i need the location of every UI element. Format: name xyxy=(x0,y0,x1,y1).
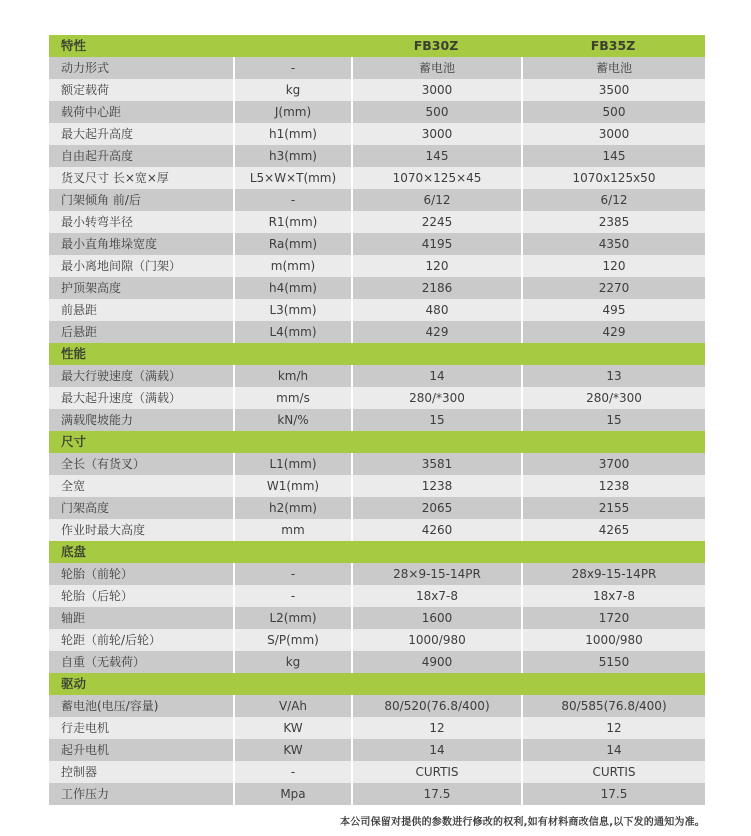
table-row xyxy=(49,409,705,431)
spec-unit: S/P(mm) xyxy=(235,629,351,651)
spec-unit: - xyxy=(235,57,351,79)
spec-label: 后悬距 xyxy=(49,321,233,343)
spec-label: 自重（无载荷） xyxy=(49,651,233,673)
spec-unit: L4(mm) xyxy=(235,321,351,343)
table-row xyxy=(49,101,705,123)
spec-value-fb30z: 480 xyxy=(353,299,521,321)
spec-value-fb35z: 5150 xyxy=(523,651,705,673)
spec-value-fb35z: 80/585(76.8/400) xyxy=(523,695,705,717)
spec-value-fb30z: 2065 xyxy=(353,497,521,519)
spec-value-fb35z: CURTIS xyxy=(523,761,705,783)
spec-unit: kg xyxy=(235,651,351,673)
spec-unit: Mpa xyxy=(235,783,351,805)
table-row xyxy=(49,365,705,387)
table-row xyxy=(49,761,705,783)
spec-unit: L1(mm) xyxy=(235,453,351,475)
section-header: 底盘 xyxy=(49,541,705,563)
spec-value-fb30z: 145 xyxy=(353,145,521,167)
spec-label: 轮距（前轮/后轮） xyxy=(49,629,233,651)
table-row xyxy=(49,145,705,167)
table-row xyxy=(49,211,705,233)
spec-value-fb30z: 17.5 xyxy=(353,783,521,805)
spec-unit: V/Ah xyxy=(235,695,351,717)
spec-label: 行走电机 xyxy=(49,717,233,739)
spec-label: 载荷中心距 xyxy=(49,101,233,123)
table-row xyxy=(49,321,705,343)
spec-value-fb35z: 280/*300 xyxy=(523,387,705,409)
spec-value-fb30z: 80/520(76.8/400) xyxy=(353,695,521,717)
spec-value-fb30z: 18x7-8 xyxy=(353,585,521,607)
spec-value-fb35z: 1000/980 xyxy=(523,629,705,651)
spec-unit: h3(mm) xyxy=(235,145,351,167)
spec-value-fb35z: 2155 xyxy=(523,497,705,519)
spec-value-fb30z: 120 xyxy=(353,255,521,277)
spec-value-fb35z: 3500 xyxy=(523,79,705,101)
spec-value-fb35z: 1070x125x50 xyxy=(523,167,705,189)
spec-value-fb35z: 429 xyxy=(523,321,705,343)
spec-label: 货叉尺寸 长×宽×厚 xyxy=(49,167,233,189)
spec-label: 最大起升高度 xyxy=(49,123,233,145)
spec-value-fb30z: 1000/980 xyxy=(353,629,521,651)
spec-label: 动力形式 xyxy=(49,57,233,79)
spec-unit: km/h xyxy=(235,365,351,387)
table-row xyxy=(49,717,705,739)
table-row xyxy=(49,387,705,409)
section-header: 性能 xyxy=(49,343,705,365)
spec-value-fb30z: 4900 xyxy=(353,651,521,673)
spec-value-fb30z: 1600 xyxy=(353,607,521,629)
spec-value-fb35z: 1720 xyxy=(523,607,705,629)
spec-value-fb35z: 18x7-8 xyxy=(523,585,705,607)
spec-label: 最小离地间隙（门架） xyxy=(49,255,233,277)
spec-unit: h1(mm) xyxy=(235,123,351,145)
section-header: 尺寸 xyxy=(49,431,705,453)
header-unit-spacer xyxy=(233,35,351,57)
table-row xyxy=(49,57,705,79)
spec-label: 自由起升高度 xyxy=(49,145,233,167)
spec-value-fb35z: 3000 xyxy=(523,123,705,145)
spec-value-fb35z: 4265 xyxy=(523,519,705,541)
spec-value-fb30z: 3000 xyxy=(353,123,521,145)
spec-label: 最大起升速度（满载） xyxy=(49,387,233,409)
spec-value-fb35z: 15 xyxy=(523,409,705,431)
table-row xyxy=(49,277,705,299)
spec-value-fb35z: 13 xyxy=(523,365,705,387)
spec-value-fb35z: 145 xyxy=(523,145,705,167)
spec-label: 轮胎（前轮） xyxy=(49,563,233,585)
spec-label: 蓄电池(电压/容量) xyxy=(49,695,233,717)
spec-value-fb30z: 14 xyxy=(353,365,521,387)
spec-label: 全长（有货叉） xyxy=(49,453,233,475)
spec-value-fb35z: 28x9-15-14PR xyxy=(523,563,705,585)
spec-value-fb35z: 12 xyxy=(523,717,705,739)
spec-label: 控制器 xyxy=(49,761,233,783)
spec-unit: L3(mm) xyxy=(235,299,351,321)
table-row xyxy=(49,519,705,541)
spec-value-fb35z: 120 xyxy=(523,255,705,277)
spec-value-fb30z: 3581 xyxy=(353,453,521,475)
spec-value-fb30z: 3000 xyxy=(353,79,521,101)
spec-value-fb35z: 495 xyxy=(523,299,705,321)
spec-value-fb30z: 4195 xyxy=(353,233,521,255)
table-row xyxy=(49,585,705,607)
table-row xyxy=(49,167,705,189)
table-row xyxy=(49,453,705,475)
spec-unit: - xyxy=(235,585,351,607)
spec-unit: - xyxy=(235,761,351,783)
footer-disclaimer: 本公司保留对提供的参数进行修改的权利,如有材料商改信息,以下发的通知为准。 xyxy=(340,817,705,828)
spec-unit: W1(mm) xyxy=(235,475,351,497)
spec-value-fb30z: 15 xyxy=(353,409,521,431)
spec-label: 工作压力 xyxy=(49,783,233,805)
table-row xyxy=(49,563,705,585)
spec-unit: L5×W×T(mm) xyxy=(235,167,351,189)
table-row xyxy=(49,475,705,497)
spec-value-fb35z: 蓄电池 xyxy=(523,57,705,79)
spec-unit: h2(mm) xyxy=(235,497,351,519)
spec-value-fb30z: 500 xyxy=(353,101,521,123)
table-row xyxy=(49,79,705,101)
table-row xyxy=(49,497,705,519)
spec-value-fb35z: 6/12 xyxy=(523,189,705,211)
spec-value-fb30z: 1238 xyxy=(353,475,521,497)
spec-label: 最小直角堆垛宽度 xyxy=(49,233,233,255)
spec-value-fb30z: 280/*300 xyxy=(353,387,521,409)
header-model-fb35z: FB35Z xyxy=(590,38,636,53)
spec-unit: mm/s xyxy=(235,387,351,409)
spec-label: 轴距 xyxy=(49,607,233,629)
table-row xyxy=(49,255,705,277)
spec-label: 门架倾角 前/后 xyxy=(49,189,233,211)
table-row xyxy=(49,695,705,717)
spec-label: 全宽 xyxy=(49,475,233,497)
spec-value-fb30z: CURTIS xyxy=(353,761,521,783)
spec-value-fb35z: 2385 xyxy=(523,211,705,233)
spec-unit: kN/% xyxy=(235,409,351,431)
spec-value-fb30z: 429 xyxy=(353,321,521,343)
spec-table xyxy=(49,35,705,805)
spec-unit: Ra(mm) xyxy=(235,233,351,255)
spec-label: 起升电机 xyxy=(49,739,233,761)
spec-unit: m(mm) xyxy=(235,255,351,277)
header-feature-label: 特性 xyxy=(61,38,87,53)
table-row xyxy=(49,607,705,629)
spec-unit: L2(mm) xyxy=(235,607,351,629)
spec-value-fb35z: 500 xyxy=(523,101,705,123)
spec-unit: KW xyxy=(235,717,351,739)
spec-value-fb30z: 2245 xyxy=(353,211,521,233)
header-model-fb30z: FB30Z xyxy=(413,38,459,53)
table-row xyxy=(49,123,705,145)
spec-value-fb30z: 28×9-15-14PR xyxy=(353,563,521,585)
spec-value-fb30z: 1070×125×45 xyxy=(353,167,521,189)
spec-label: 额定载荷 xyxy=(49,79,233,101)
table-row xyxy=(49,783,705,805)
spec-label: 前悬距 xyxy=(49,299,233,321)
table-row xyxy=(49,651,705,673)
table-header-row xyxy=(49,35,705,57)
spec-unit: R1(mm) xyxy=(235,211,351,233)
section-header: 驱动 xyxy=(49,673,705,695)
spec-value-fb30z: 蓄电池 xyxy=(353,57,521,79)
spec-value-fb35z: 17.5 xyxy=(523,783,705,805)
spec-unit: J(mm) xyxy=(235,101,351,123)
spec-unit: KW xyxy=(235,739,351,761)
spec-value-fb35z: 4350 xyxy=(523,233,705,255)
table-body xyxy=(49,57,705,805)
spec-value-fb30z: 4260 xyxy=(353,519,521,541)
spec-value-fb35z: 3700 xyxy=(523,453,705,475)
spec-unit: - xyxy=(235,189,351,211)
table-row xyxy=(49,739,705,761)
spec-value-fb35z: 14 xyxy=(523,739,705,761)
spec-label: 门架高度 xyxy=(49,497,233,519)
spec-value-fb35z: 1238 xyxy=(523,475,705,497)
spec-label: 满载爬坡能力 xyxy=(49,409,233,431)
table-row xyxy=(49,299,705,321)
spec-unit: - xyxy=(235,563,351,585)
spec-unit: mm xyxy=(235,519,351,541)
spec-label: 最小转弯半径 xyxy=(49,211,233,233)
spec-label: 护顶架高度 xyxy=(49,277,233,299)
spec-label: 轮胎（后轮） xyxy=(49,585,233,607)
spec-label: 最大行驶速度（满载） xyxy=(49,365,233,387)
spec-value-fb30z: 2186 xyxy=(353,277,521,299)
table-row xyxy=(49,629,705,651)
spec-label: 作业时最大高度 xyxy=(49,519,233,541)
spec-unit: kg xyxy=(235,79,351,101)
spec-unit: h4(mm) xyxy=(235,277,351,299)
spec-value-fb35z: 2270 xyxy=(523,277,705,299)
table-row xyxy=(49,233,705,255)
spec-value-fb30z: 12 xyxy=(353,717,521,739)
table-row xyxy=(49,189,705,211)
spec-value-fb30z: 6/12 xyxy=(353,189,521,211)
spec-value-fb30z: 14 xyxy=(353,739,521,761)
